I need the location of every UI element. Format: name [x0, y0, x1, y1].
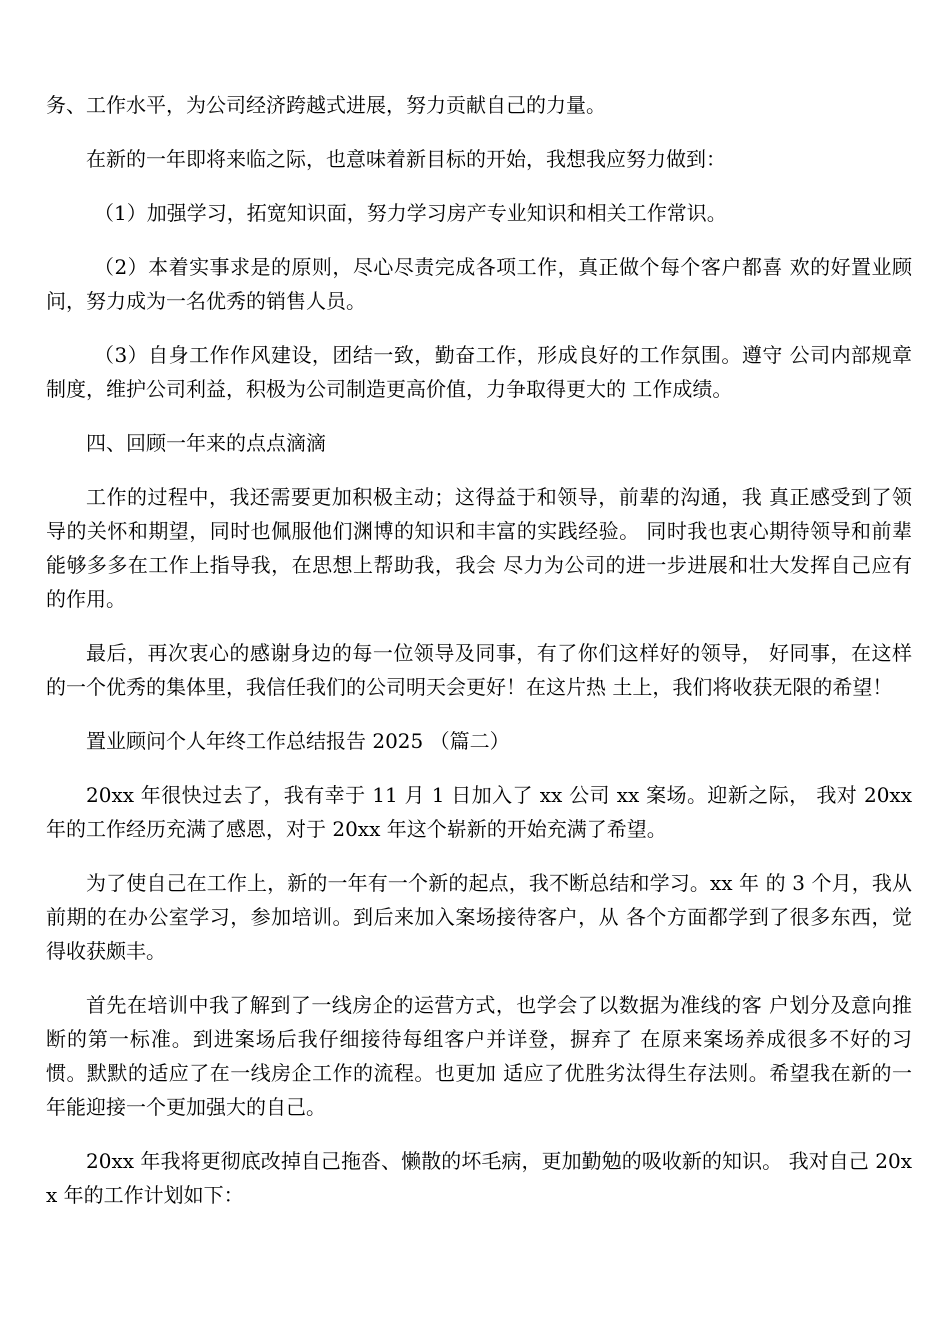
paragraph-learning: 为了使自己在工作上，新的一年有一个新的起点，我不断总结和学习。xx 年 的 3 个月，我从前期的在办公室学习，参加培训。到后来加入案场接待客户，从 各个方面都学到了很多东西，觉得收获颇丰。	[46, 871, 912, 963]
paragraph-plan-intro: 20xx 年我将更彻底改掉自己拖沓、懒散的坏毛病，更加勤勉的吸收新的知识。 我对自己 20xx 年的工作计划如下：	[46, 1149, 912, 1207]
paragraph-thanks: 最后，再次衷心的感谢身边的每一位领导及同事，有了你们这样好的领导， 好同事，在这样的一个优秀的集体里，我信任我们的公司明天会更好！在这片热 土上，我们将收获无限的希望！	[46, 641, 912, 699]
paragraph-work-process: 工作的过程中，我还需要更加积极主动；这得益于和领导，前辈的沟通，我 真正感受到了领导的关怀和期望，同时也佩服他们渊博的知识和丰富的实践经验。 同时我也衷心期待领导和前辈能够多多在工作上指导我，在思想上帮助我，我会 尽力为公司的进一步进展和壮大发挥自己应有的作用。	[46, 485, 912, 611]
paragraph-new-year-intro: 在新的一年即将来临之际，也意味着新目标的开始，我想我应努力做到：	[86, 147, 726, 171]
list-item-3: （3）自身工作作风建设，团结一致，勤奋工作，形成良好的工作氛围。遵守 公司内部规章制度，维护公司利益，积极为公司制造更高价值，力争取得更大的 工作成绩。	[46, 343, 912, 401]
list-item-2: （2）本着实事求是的原则，尽心尽责完成各项工作，真正做个每个客户都喜 欢的好置业顾问，努力成为一名优秀的销售人员。	[46, 255, 912, 313]
article-title-part-two: 置业顾问个人年终工作总结报告 2025 （篇二）	[86, 729, 510, 753]
section-heading-review: 四、回顾一年来的点点滴滴	[86, 431, 326, 455]
paragraph-continuation: 务、工作水平，为公司经济跨越式进展，努力贡献自己的力量。	[46, 93, 606, 117]
paragraph-training: 首先在培训中我了解到了一线房企的运营方式，也学会了以数据为准线的客 户划分及意向推断的第一标准。到进案场后我仔细接待每组客户并详登，摒弃了 在原来案场养成很多不好的习惯。默默的适应了在一线房企工作的流程。也更加 适应了优胜劣汰得生存法则。希望我在新的一年能迎接一个更加强大的自己。	[46, 993, 912, 1119]
paragraph-year-review: 20xx 年很快过去了，我有幸于 11 月 1 日加入了 xx 公司 xx 案场。迎新之际， 我对 20xx 年的工作经历充满了感恩，对于 20xx 年这个崭新的开始充满了希望。	[46, 783, 912, 841]
list-item-1: （1）加强学习，拓宽知识面，努力学习房产专业知识和相关工作常识。	[94, 201, 727, 225]
